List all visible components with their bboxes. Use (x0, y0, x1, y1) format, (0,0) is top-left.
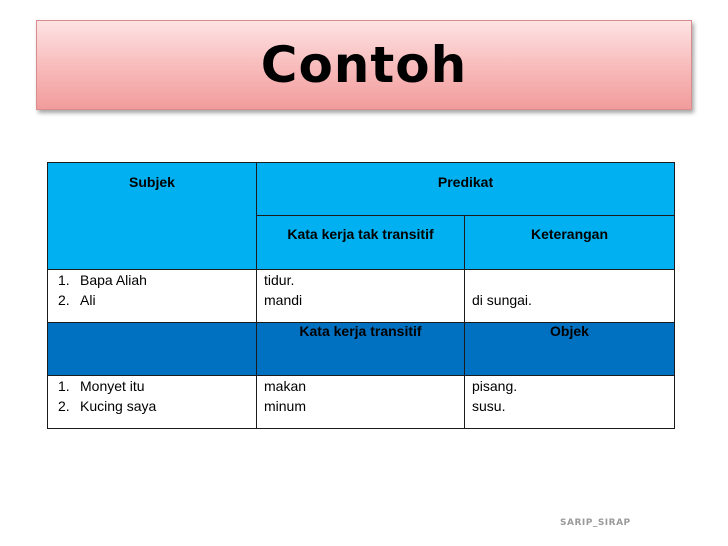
list-number: 1. (58, 272, 70, 288)
subject-text: Bapa Aliah (80, 272, 147, 288)
subject-text: Kucing saya (80, 398, 157, 414)
verb-cell (257, 376, 465, 429)
tak-transitif-header: Kata kerja tak transitif (257, 216, 465, 270)
verb-text: makan (264, 378, 307, 394)
predikat-header: Predikat (257, 163, 675, 216)
objek-header: Objek (465, 323, 675, 376)
list-item (55, 290, 249, 310)
header-row-3 (48, 323, 675, 376)
verb-text: mandi (264, 292, 303, 308)
subjek-header: Subjek (48, 163, 257, 270)
keterangan-header: Keterangan (465, 216, 675, 270)
keterangan-text (472, 270, 667, 290)
subject-text: Monyet itu (80, 378, 145, 394)
subject-list (48, 270, 257, 323)
list-number: 2. (58, 398, 70, 414)
list-number: 2. (58, 292, 70, 308)
keterangan-text: di sungai. (472, 292, 532, 308)
table-row (48, 376, 675, 429)
subject-text: Ali (80, 292, 96, 308)
title-banner (36, 20, 692, 110)
objek-text: susu. (472, 398, 506, 414)
transitif-header: Kata kerja transitif (257, 323, 465, 376)
footer-credit: SARIP_SIRAP (560, 518, 631, 528)
list-item (55, 376, 249, 396)
keterangan-cell (465, 270, 675, 323)
verb-text: tidur. (264, 272, 295, 288)
example-table (47, 162, 675, 429)
list-number: 1. (58, 378, 70, 394)
slide-title: Contoh (260, 36, 468, 94)
list-item (55, 396, 249, 416)
verb-cell (257, 270, 465, 323)
empty-header-cell (48, 323, 257, 376)
table-row (48, 270, 675, 323)
header-row-1 (48, 163, 675, 216)
verb-text: minum (264, 398, 307, 414)
objek-cell (465, 376, 675, 429)
subject-list (48, 376, 257, 429)
list-item (55, 270, 249, 290)
objek-text: pisang. (472, 378, 518, 394)
